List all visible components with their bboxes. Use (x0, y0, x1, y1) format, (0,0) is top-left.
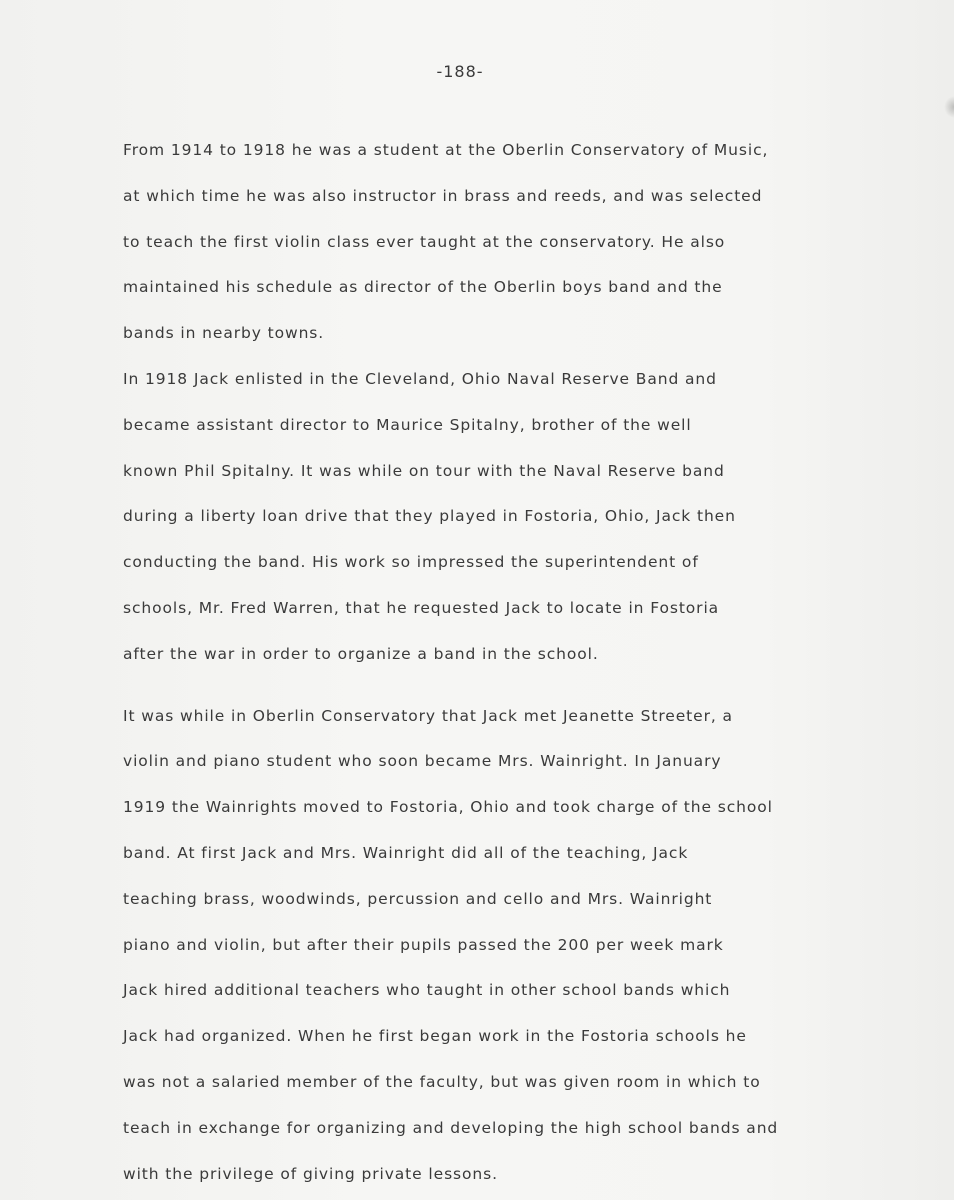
text-line: piano and violin, but after their pupils passed the 200 per week mark (123, 935, 724, 954)
text-line: known Phil Spitalny. It was while on tour with the Naval Reserve band (123, 461, 725, 480)
text-line: It was while in Oberlin Conservatory that Jack met Jeanette Streeter, a (123, 706, 733, 725)
text-line: maintained his schedule as director of the Oberlin boys band and the (123, 278, 723, 297)
text-line: became assistant director to Maurice Spitalny, brother of the well (123, 415, 692, 434)
text-line: teach in exchange for organizing and developing the high school bands and (123, 1118, 779, 1137)
paragraph-1 (123, 128, 883, 357)
text-line: schools, Mr. Fred Warren, that he requested Jack to locate in Fostoria (123, 598, 720, 617)
page-edge-mark (944, 96, 954, 118)
text-line: at which time he was also instructor in brass and reeds, and was selected (123, 186, 763, 205)
page-number: -188- (436, 62, 484, 81)
text-line: violin and piano student who soon became Mrs. Wainright. In January (123, 752, 722, 771)
paragraph-gap (123, 678, 883, 694)
paragraph-2 (123, 357, 883, 678)
text-line: 1919 the Wainrights moved to Fostoria, Ohio and took charge of the school (123, 798, 773, 817)
text-line: teaching brass, woodwinds, percussion and cello and Mrs. Wainright (123, 889, 713, 908)
text-line: was not a salaried member of the faculty, but was given room in which to (123, 1072, 761, 1091)
text-line: Jack had organized. When he first began work in the Fostoria schools he (123, 1027, 747, 1046)
text-line: In 1918 Jack enlisted in the Cleveland, Ohio Naval Reserve Band and (123, 369, 717, 388)
text-line: with the privilege of giving private lessons. (123, 1164, 498, 1183)
text-line: after the war in order to organize a band in the school. (123, 644, 599, 663)
text-line: during a liberty loan drive that they played in Fostoria, Ohio, Jack then (123, 507, 736, 526)
text-line: to teach the first violin class ever taught at the conservatory. He also (123, 232, 726, 251)
text-line: bands in nearby towns. (123, 324, 325, 343)
text-line: From 1914 to 1918 he was a student at the Oberlin Conservatory of Music, (123, 141, 769, 159)
text-line: conducting the band. His work so impressed the superintendent of (123, 553, 699, 572)
text-line: band. At first Jack and Mrs. Wainright did all of the teaching, Jack (123, 843, 689, 862)
text-line: Jack hired additional teachers who taught in other school bands which (123, 981, 731, 1000)
body-text (123, 128, 883, 1197)
paragraph-3 (123, 694, 883, 1198)
